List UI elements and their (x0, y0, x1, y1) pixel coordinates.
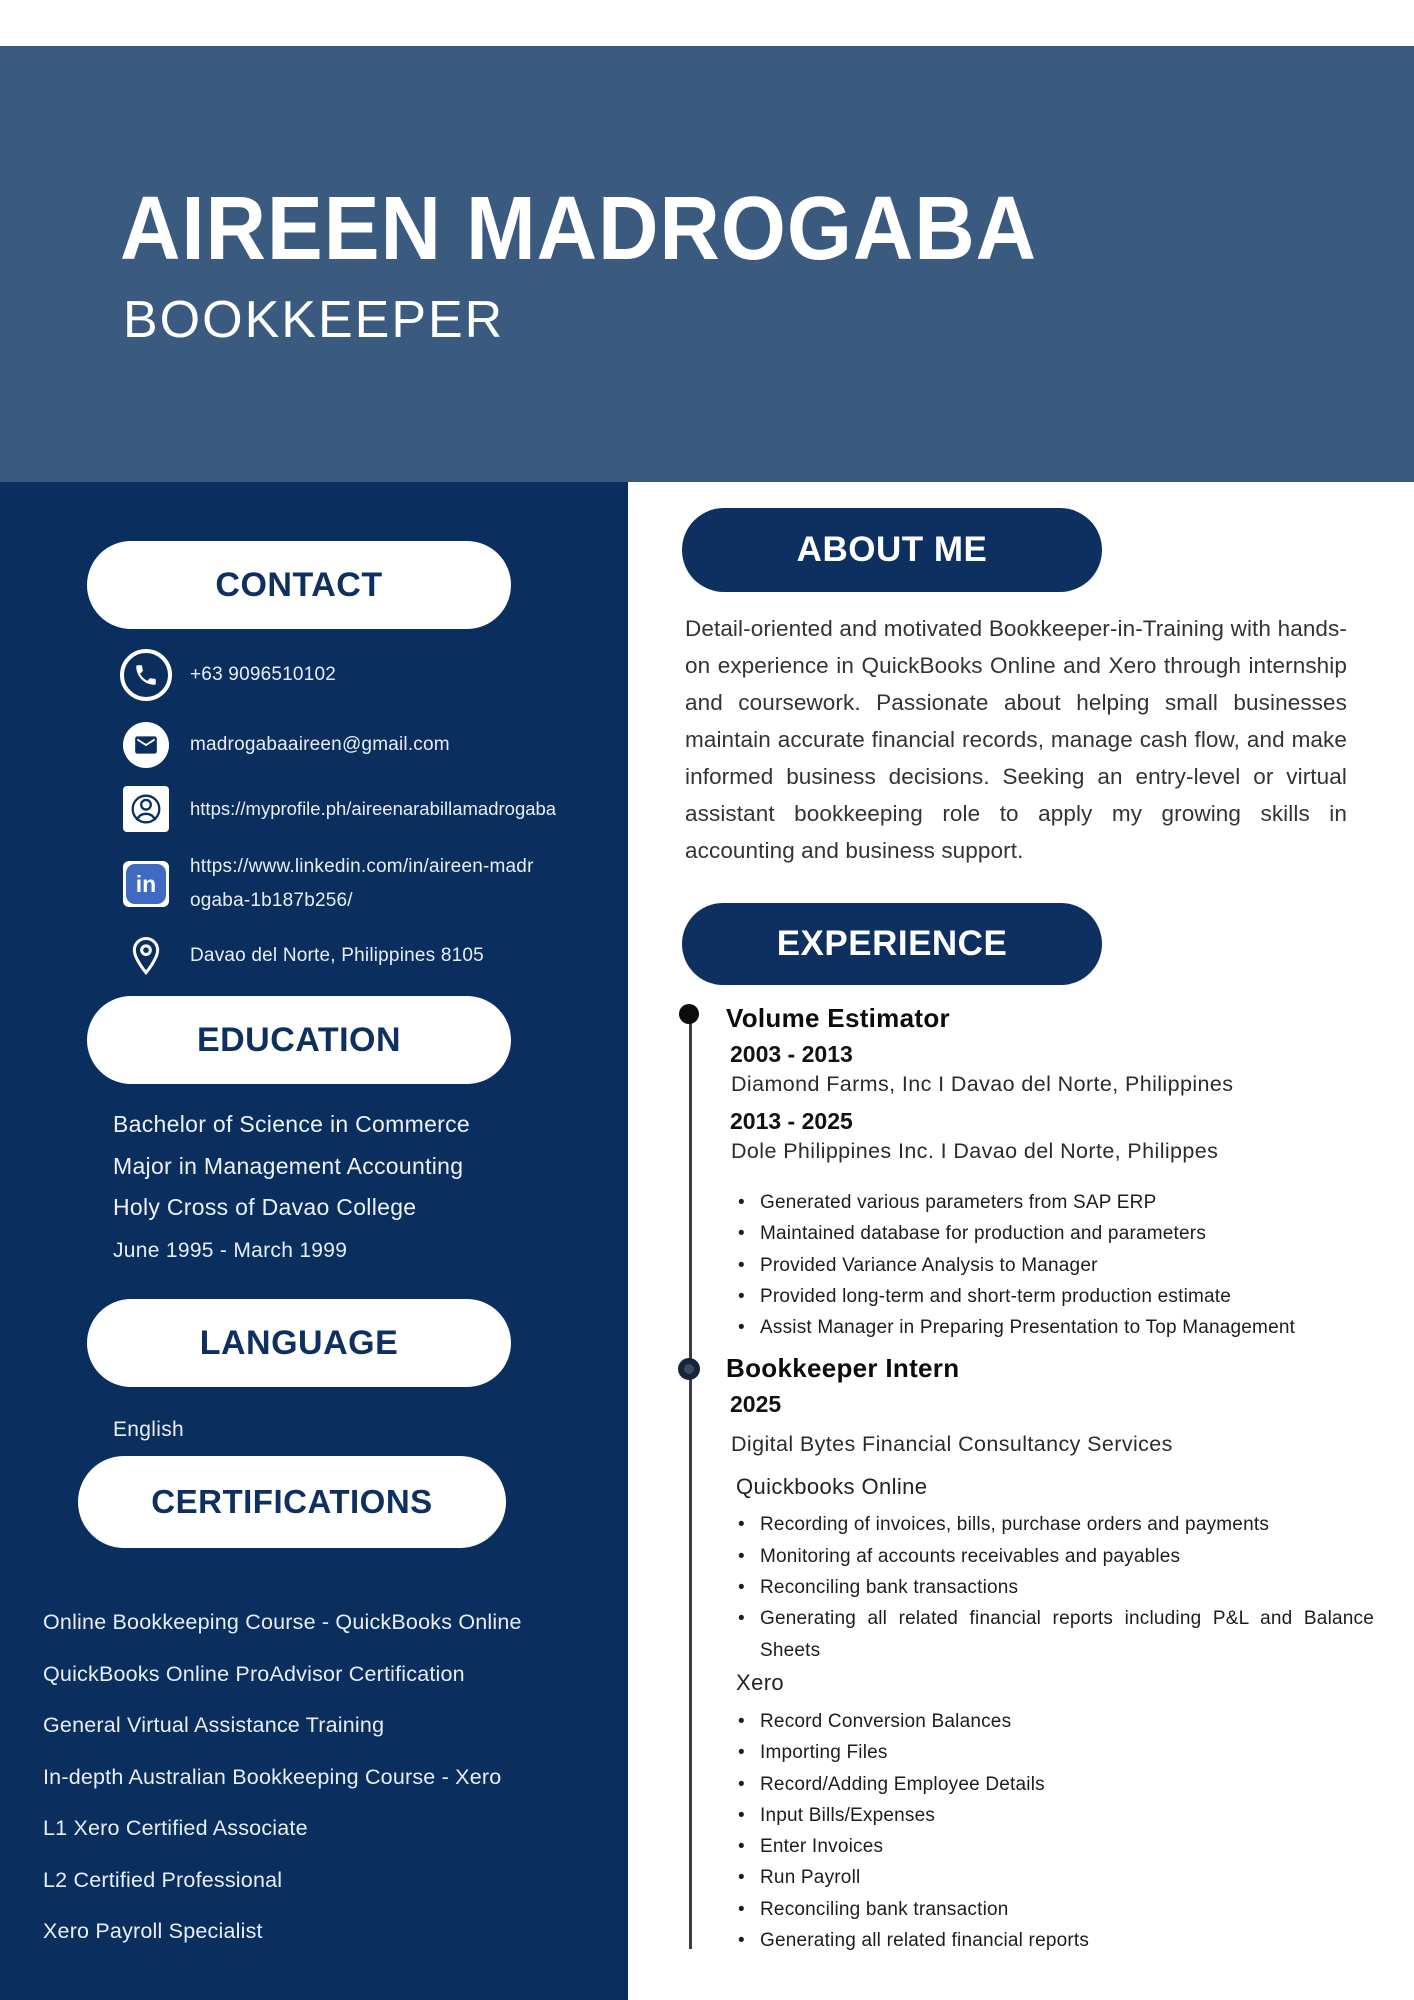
education-heading: EDUCATION (196, 1020, 402, 1059)
language-section-header (87, 1299, 511, 1387)
profile-url[interactable]: https://myprofile.ph/aireenarabillamadrogaba (190, 797, 557, 819)
linkedin-url[interactable]: https://www.linkedin.com/in/aireen-madrogaba-1b187b256/ (190, 856, 534, 911)
tool-subheading: Quickbooks Online (736, 1474, 928, 1500)
about-paragraph: Detail-oriented and motivated Bookkeeper-in-Training with hands-on experience in QuickBooks Online and Xero through internship and coursework. Passionate about helping small businesses maintain accurate financial records, manage cash flow, and make informed business decisions. Seeking an entry-level or virtual assistant bookkeeping role to apply my growing skills in accounting and business support. (685, 616, 1347, 863)
language-heading: LANGUAGE (199, 1323, 399, 1362)
job-bullet-list (726, 1187, 1374, 1343)
main-column (628, 482, 1414, 2000)
job-bullet: • Reconciling bank transaction (738, 1894, 1374, 1925)
about-heading: ABOUT ME (796, 530, 988, 569)
contact-row-email (120, 722, 450, 768)
education-section-header (87, 996, 511, 1084)
job-bullet-list (726, 1509, 1374, 1665)
timeline-line (689, 1013, 692, 1949)
certification-item: L2 Certified Professional (43, 1867, 283, 1892)
certification-item: QuickBooks Online ProAdvisor Certification (43, 1661, 465, 1686)
certifications-list (43, 1597, 609, 1958)
language-item: English (113, 1418, 184, 1441)
contact-heading: CONTACT (215, 565, 383, 604)
job-bullet: • Maintained database for production and parameters (738, 1218, 1374, 1249)
job-bullet: • Record/Adding Employee Details (738, 1769, 1374, 1800)
job-bullet: • Input Bills/Expenses (738, 1800, 1374, 1831)
education-major: Major in Management Accounting (113, 1152, 464, 1179)
job-bullet: • Enter Invoices (738, 1831, 1374, 1862)
phone-number: +63 9096510102 (190, 663, 336, 685)
location-text: Davao del Norte, Philippines 8105 (190, 944, 484, 966)
about-section-header (682, 508, 1102, 592)
top-white-strip (0, 0, 1414, 46)
job-bullet: • Monitoring af accounts receivables and payables (738, 1541, 1374, 1572)
job-bullet: • Provided Variance Analysis to Manager (738, 1250, 1374, 1281)
certification-item: L1 Xero Certified Associate (43, 1816, 308, 1840)
certification-item: Online Bookkeeping Course - QuickBooks Online (43, 1610, 522, 1634)
education-details (113, 1104, 593, 1229)
education-school: Holy Cross of Davao College (113, 1194, 417, 1220)
job-dates: 2013 - 2025 (730, 1108, 853, 1134)
phone-icon (120, 649, 172, 701)
job-bullet: • Record Conversion Balances (738, 1706, 1374, 1737)
email-icon (120, 722, 172, 768)
contact-row-location (120, 933, 484, 979)
certifications-heading: CERTIFICATIONS (151, 1483, 433, 1520)
contact-row-linkedin (120, 850, 542, 918)
person-job-title: BOOKKEEPER (123, 291, 505, 349)
job-bullet: • Recording of invoices, bills, purchase orders and payments (738, 1509, 1374, 1540)
tool-subheading: Xero (736, 1669, 785, 1695)
job-company: Digital Bytes Financial Consultancy Services (731, 1432, 1173, 1457)
job-bullet: • Importing Files (738, 1737, 1374, 1768)
certification-item: Xero Payroll Specialist (43, 1919, 263, 1943)
linkedin-icon: in (120, 861, 172, 907)
education-degree: Bachelor of Science in Commerce (113, 1111, 471, 1137)
person-name: AIREEN MADROGABA (120, 179, 1037, 279)
contact-row-profile (120, 786, 556, 832)
job-bullet: • Reconciling bank transactions (738, 1572, 1374, 1603)
experience-heading: EXPERIENCE (776, 924, 1008, 963)
job-bullet: • Assist Manager in Preparing Presentation to Top Management (738, 1312, 1374, 1343)
experience-section-header (682, 903, 1102, 985)
job-dates: 2025 (730, 1391, 782, 1418)
contact-section-header (87, 541, 511, 629)
location-icon (120, 933, 172, 979)
job-bullet: • Provided long-term and short-term production estimate (738, 1281, 1374, 1312)
profile-icon (120, 786, 172, 832)
job-dates: 2003 - 2013 (730, 1041, 853, 1067)
education-dates: June 1995 - March 1999 (113, 1239, 348, 1262)
experience-content (726, 1001, 1374, 1956)
timeline-dot (678, 1358, 700, 1380)
email-address[interactable]: madrogabaaireen@gmail.com (190, 733, 450, 755)
job-company: Dole Philippines Inc. I Davao del Norte, Philippes (731, 1139, 1219, 1163)
job-title: Bookkeeper Intern (726, 1353, 960, 1384)
header-band (0, 46, 1414, 482)
certification-item: In-depth Australian Bookkeeping Course - Xero (43, 1764, 502, 1789)
job-bullet: • Generated various parameters from SAP ERP (738, 1187, 1374, 1218)
job-bullet: • Generating all related financial reports including P&L and Balance Sheets (738, 1603, 1374, 1666)
contact-row-phone (120, 649, 336, 701)
job-bullet: • Generating all related financial reports (738, 1925, 1374, 1956)
sidebar (0, 482, 628, 2000)
certifications-section-header (78, 1456, 506, 1548)
job-title: Volume Estimator (726, 1003, 950, 1033)
job-bullet: • Run Payroll (738, 1862, 1374, 1893)
certification-item: General Virtual Assistance Training (43, 1713, 385, 1737)
job-company: Diamond Farms, Inc I Davao del Norte, Philippines (731, 1072, 1234, 1096)
timeline-dot (679, 1004, 699, 1024)
job-bullet-list (726, 1706, 1374, 1956)
